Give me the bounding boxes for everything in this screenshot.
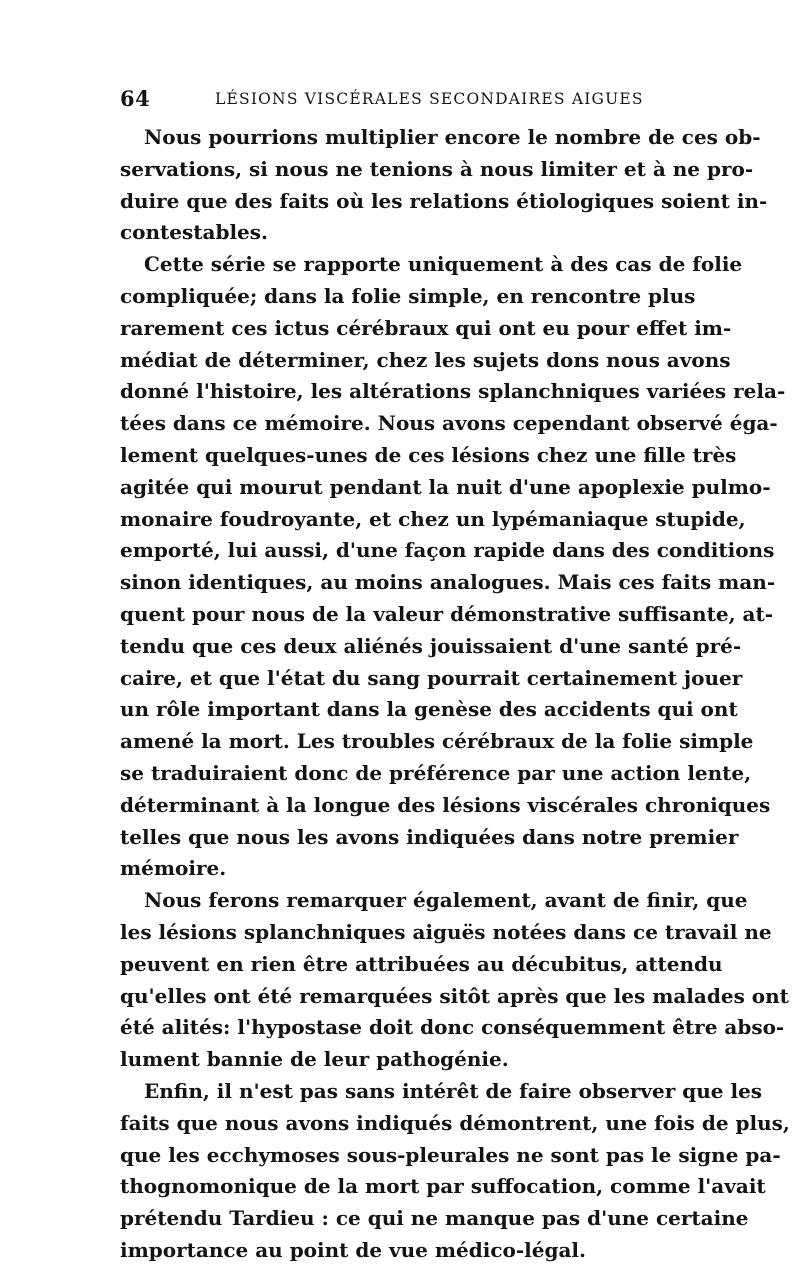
text-line: que les ecchymoses sous-pleurales ne sont pas le signe pa- [120,1142,781,1167]
text-line: médiat de déterminer, chez les sujets dons nous avons [120,347,731,372]
text-line: déterminant à la longue des lésions viscérales chroniques [120,792,771,817]
body-text [120,122,790,1267]
text-line: thognomonique de la mort par suffocation, comme l'avait [120,1174,766,1199]
text-line: été alités: l'hypostase doit donc conséquemment être abso- [120,1015,785,1040]
paragraph [120,885,789,1076]
text-line: compliquée; dans la folie simple, en rencontre plus [120,283,696,308]
text-line: lement quelques-unes de ces lésions chez une fille très [120,442,737,467]
text-line: Cette série se rapporte uniquement à des cas de folie [144,252,743,277]
text-line: Nous ferons remarquer également, avant de finir, que [144,888,748,913]
text-line: sinon identiques, au moins analogues. Mais ces faits man- [120,570,776,595]
text-line: mémoire. [120,856,227,881]
text-line: lument bannie de leur pathogénie. [120,1047,509,1072]
text-line: importance au point de vue médico-légal. [120,1237,586,1262]
text-line: donné l'histoire, les altérations splanchniques variées rela- [120,379,786,404]
text-line: quent pour nous de la valeur démonstrative suffisante, at- [120,601,773,626]
paragraph [120,122,768,249]
text-line: amené la mort. Les troubles cérébraux de la folie simple [120,729,754,754]
text-line: prétendu Tardieu : ce qui ne manque pas d'une certaine [120,1206,749,1231]
page-header [120,86,675,116]
text-line: duire que des faits où les relations étiologiques soient in- [120,188,768,213]
text-line: les lésions splanchniques aiguës notées dans ce travail ne [120,919,772,944]
text-line: tées dans ce mémoire. Nous avons cependant observé éga- [120,411,778,436]
text-line: peuvent en rien être attribuées au décubitus, attendu [120,951,723,976]
text-line: contestables. [120,220,269,245]
paragraph [120,249,786,885]
text-line: servations, si nous ne tenions à nous limiter et à ne pro- [120,156,754,181]
text-line: tendu que ces deux aliénés jouissaient d'une santé pré- [120,633,742,658]
text-line: telles que nous les avons indiquées dans notre premier [120,824,739,849]
text-line: caire, et que l'état du sang pourrait certainement jouer [120,665,743,690]
text-line: un rôle important dans la genèse des accidents qui ont [120,697,738,722]
text-line: faits que nous avons indiqués démontrent, une fois de plus, [120,1110,790,1135]
paragraph [120,1076,790,1267]
text-line: rarement ces ictus cérébraux qui ont eu pour effet im- [120,315,732,340]
page-number: 64 [120,86,151,111]
text-line: agitée qui mourut pendant la nuit d'une apoplexie pulmo- [120,474,771,499]
text-line: monaire foudroyante, et chez un lypémaniaque stupide, [120,506,746,531]
text-line: qu'elles ont été remarquées sitôt après que les malades ont [120,983,789,1008]
running-title: LÉSIONS VISCÉRALES SECONDAIRES AIGUES [215,90,644,108]
text-line: se traduiraient donc de préférence par une action lente, [120,760,752,785]
text-line: Enfin, il n'est pas sans intérêt de faire observer que les [144,1078,763,1103]
text-line: Nous pourrions multiplier encore le nombre de ces ob- [144,125,761,149]
text-line: emporté, lui aussi, d'une façon rapide dans des conditions [120,538,775,563]
